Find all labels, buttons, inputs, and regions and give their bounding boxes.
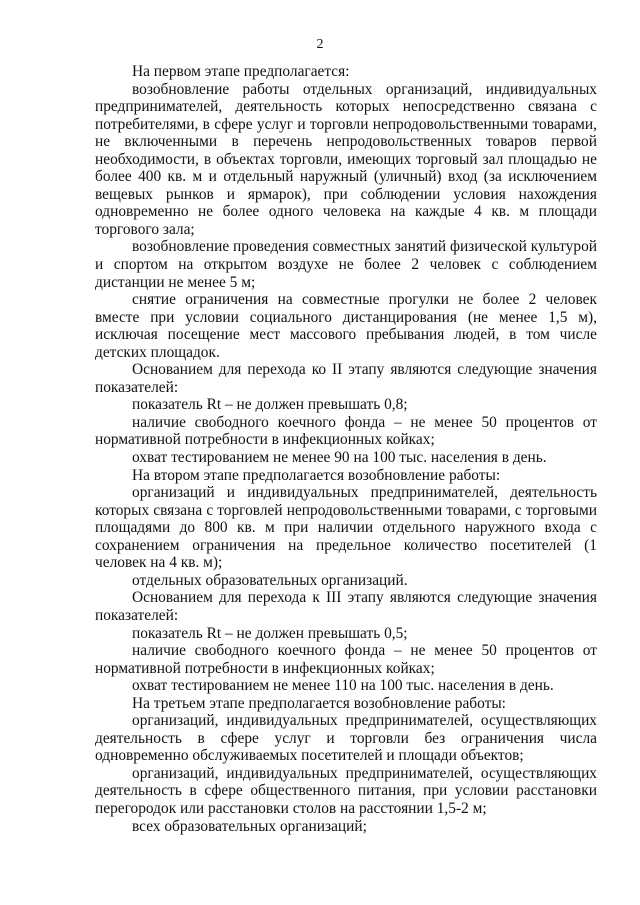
paragraph: На втором этапе предполагается возобновление работы:	[132, 466, 501, 484]
document-body	[95, 63, 597, 835]
paragraph: Основанием для перехода ко II этапу являются следующие значения показателей:	[95, 361, 597, 396]
paragraph: снятие ограничения на совместные прогулки не более 2 человек вместе при условии социального дистанцирования (не менее 1,5 м), исключая посещение мест массового пребывания людей, в том числе детских площадок.	[95, 291, 597, 361]
paragraph: организаций, индивидуальных предпринимателей, осуществляющих деятельность в сфере услуг и торговли без ограничения числа одновременно обслуживаемых посетителей и площади объектов;	[95, 712, 597, 765]
paragraph: показатель Rt – не должен превышать 0,5;	[132, 624, 408, 642]
paragraph: организаций и индивидуальных предпринимателей, деятельность которых связана с торговлей непродовольственными товарами, с торговыми площадями до 800 кв. м при наличии отдельного наружного входа с сохранением ограничения на предельное количество посетителей (1 человек на 4 кв. м);	[95, 484, 597, 572]
paragraph: На третьем этапе предполагается возобновление работы:	[132, 694, 506, 712]
paragraph: отдельных образовательных организаций.	[132, 571, 408, 589]
paragraph: возобновление проведения совместных занятий физической культурой и спортом на открытом воздухе не более 2 человек с соблюдением дистанции не менее 5 м;	[95, 238, 597, 291]
paragraph: организаций, индивидуальных предпринимателей, осуществляющих деятельность в сфере общественного питания, при условии расстановки перегородок или расстановки столов на расстоянии 1,5-2 м;	[95, 764, 597, 817]
paragraph: наличие свободного коечного фонда – не менее 50 процентов от нормативной потребности в инфекционных койках;	[95, 642, 597, 677]
paragraph: охват тестированием не менее 90 на 100 тыс. населения в день.	[132, 449, 547, 467]
paragraph: На первом этапе предполагается:	[132, 63, 350, 80]
paragraph: всех образовательных организаций;	[132, 817, 367, 835]
paragraph: Основанием для перехода к III этапу являются следующие значения показателей:	[95, 589, 597, 624]
paragraph: возобновление работы отдельных организаций, индивидуальных предпринимателей, деятельность которых непосредственно связана с потребителями, в сфере услуг и торговли непродовольственными товарами, не включенными в перечень непродовольственных товаров первой необходимости, в объектах торговли, имеющих торговый зал площадью не более 400 кв. м и отдельный наружный (уличный) вход (за исключением вещевых рынков и ярмарок), при соблюдении условия нахождения одновременно не более одного человека на каждые 4 кв. м площади торгового зала;	[95, 80, 597, 238]
paragraph: наличие свободного коечного фонда – не менее 50 процентов от нормативной потребности в инфекционных койках;	[95, 413, 597, 449]
paragraph: показатель Rt – не должен превышать 0,8;	[132, 396, 408, 414]
page-number: 2	[316, 37, 324, 52]
paragraph: охват тестированием не менее 110 на 100 тыс. населения в день.	[132, 677, 554, 695]
